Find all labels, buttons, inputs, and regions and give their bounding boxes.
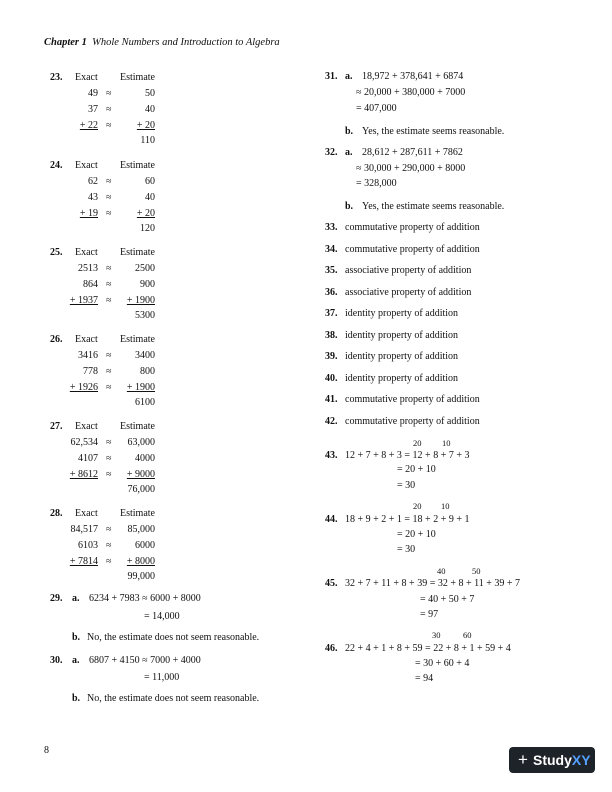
problem-number: 26. — [50, 334, 63, 345]
problem-number: 40. — [325, 372, 338, 384]
estimate-value: 2500 — [135, 263, 155, 274]
math-line: 28,612 + 287,611 + 7862 — [362, 147, 463, 158]
estimate-value: 3400 — [135, 350, 155, 361]
approx-symbol: ≈ — [106, 104, 112, 115]
part-label: b. — [72, 693, 81, 704]
estimate-value: 50 — [145, 88, 155, 99]
math-line: = 40 + 50 + 7 — [420, 594, 475, 605]
exact-value: + 7814 — [69, 556, 98, 567]
problem-number: 37. — [325, 308, 338, 319]
math-line: ≈ 20,000 + 380,000 + 7000 — [356, 87, 466, 98]
exact-value: 6103 — [78, 540, 98, 551]
math-line: = 407,000 — [356, 103, 397, 114]
exact-header: Exact — [75, 334, 98, 345]
problem-number: 27. — [50, 421, 63, 432]
plus-icon: + — [518, 750, 528, 769]
exact-header: Exact — [75, 421, 98, 432]
approx-symbol: ≈ — [106, 176, 112, 187]
exact-value: 3416 — [78, 350, 98, 361]
page-number: 8 — [44, 745, 49, 756]
problem-number: 42. — [325, 415, 338, 427]
grouping-sum: 10 — [441, 501, 450, 511]
exact-value: 4107 — [78, 453, 98, 464]
part-label: a. — [345, 147, 353, 158]
math-line: = 20 + 10 — [397, 464, 436, 475]
exact-value: 864 — [83, 279, 98, 290]
exact-value: + 8612 — [69, 469, 98, 480]
math-line: = 11,000 — [144, 672, 180, 683]
grouping-sum: 20 — [413, 501, 422, 511]
problem-number: 25. — [50, 247, 63, 258]
problem-number: 31. — [325, 71, 338, 82]
estimate-total: 110 — [140, 135, 155, 146]
grouping-sum: 40 — [437, 566, 446, 576]
math-line: = 14,000 — [144, 611, 180, 622]
estimate-header: Estimate — [120, 72, 155, 83]
answer-text: Yes, the estimate seems reasonable. — [362, 201, 505, 212]
page-header — [44, 37, 280, 48]
math-line: 22 + 4 + 1 + 8 + 59 = 22 + 8 + 1 + 59 + 4 — [345, 643, 511, 654]
estimate-value: 63,000 — [127, 437, 155, 448]
grouping-sum: 10 — [442, 438, 451, 448]
math-line: = 20 + 10 — [397, 529, 436, 540]
answer-text: No, the estimate does not seem reasonable. — [87, 632, 260, 643]
problem-number: 41. — [325, 394, 338, 405]
approx-symbol: ≈ — [106, 120, 112, 131]
exact-header: Exact — [75, 508, 98, 519]
exact-value: + 1926 — [69, 382, 98, 393]
approx-symbol: ≈ — [106, 453, 112, 464]
math-line: 18,972 + 378,641 + 6874 — [362, 71, 464, 82]
exact-value: + 22 — [79, 120, 98, 131]
estimate-value: 4000 — [135, 453, 155, 464]
estimate-value: 6000 — [135, 540, 155, 551]
exact-header: Exact — [75, 247, 98, 258]
math-line: = 30 — [397, 544, 416, 555]
exact-value: 778 — [83, 366, 98, 377]
property-answer: commutative property of addition — [345, 394, 480, 405]
approx-symbol: ≈ — [106, 437, 112, 448]
math-line: = 328,000 — [356, 178, 397, 189]
problem-number: 35. — [325, 265, 338, 276]
estimate-value: + 20 — [136, 120, 155, 131]
approx-symbol: ≈ — [106, 295, 112, 306]
property-answer: identity property of addition — [345, 351, 459, 362]
approx-symbol: ≈ — [106, 208, 112, 219]
property-answer: commutative property of addition — [345, 222, 480, 233]
problem-number: 43. — [325, 450, 338, 461]
estimate-value: 60 — [145, 176, 155, 187]
exact-value: 43 — [88, 192, 98, 203]
grouping-sum: 60 — [463, 630, 472, 640]
estimate-header: Estimate — [120, 421, 155, 432]
exact-value: + 19 — [79, 208, 98, 219]
estimate-header: Estimate — [120, 334, 155, 345]
problem-number: 44. — [325, 514, 338, 525]
exact-value: 62 — [88, 176, 98, 187]
problem-number: 45. — [325, 578, 338, 589]
approx-symbol: ≈ — [106, 556, 112, 567]
estimate-value: + 1900 — [126, 382, 155, 393]
math-line: 18 + 9 + 2 + 1 = 18 + 2 + 9 + 1 — [345, 514, 470, 525]
brand-name: Study — [533, 752, 572, 768]
part-label: b. — [72, 632, 81, 643]
part-label: b. — [345, 201, 354, 212]
problem-number: 29. — [50, 593, 63, 604]
estimate-value: 900 — [140, 279, 155, 290]
approx-symbol: ≈ — [106, 469, 112, 480]
problem-number: 46. — [325, 643, 338, 654]
property-answer: commutative property of addition — [345, 243, 480, 255]
estimate-value: + 8000 — [126, 556, 155, 567]
property-answer: identity property of addition — [345, 329, 459, 341]
exact-value: 84,517 — [70, 524, 98, 535]
brand-suffix: XY — [571, 752, 591, 768]
approx-symbol: ≈ — [106, 88, 112, 99]
problem-number: 32. — [325, 147, 338, 158]
math-line: 6807 + 4150 ≈ 7000 + 4000 — [89, 655, 201, 666]
approx-symbol: ≈ — [106, 524, 112, 535]
estimate-value: 800 — [140, 366, 155, 377]
answer-text: No, the estimate does not seem reasonable. — [87, 693, 260, 704]
part-label: a. — [72, 593, 80, 604]
estimate-header: Estimate — [120, 247, 155, 258]
approx-symbol: ≈ — [106, 263, 112, 274]
grouping-sum: 50 — [472, 566, 481, 576]
problem-number: 24. — [50, 160, 63, 171]
approx-symbol: ≈ — [106, 382, 112, 393]
problem-number: 30. — [50, 655, 63, 666]
problem-number: 38. — [325, 329, 338, 341]
problem-number: 36. — [325, 286, 338, 298]
estimate-value: + 1900 — [126, 295, 155, 306]
problem-number: 34. — [325, 243, 338, 255]
problem-number: 28. — [50, 508, 63, 519]
estimate-total: 120 — [140, 223, 155, 234]
estimate-total: 76,000 — [127, 484, 155, 495]
estimate-value: + 20 — [136, 208, 155, 219]
exact-value: 37 — [88, 104, 98, 115]
property-answer: associative property of addition — [345, 265, 472, 276]
approx-symbol: ≈ — [106, 350, 112, 361]
grouping-sum: 20 — [413, 438, 422, 448]
exact-value: + 1937 — [69, 295, 98, 306]
answer-text: Yes, the estimate seems reasonable. — [362, 126, 505, 137]
approx-symbol: ≈ — [106, 540, 112, 551]
estimate-value: 85,000 — [127, 524, 155, 535]
chapter-label: Chapter 1 — [44, 37, 87, 48]
part-label: a. — [345, 71, 353, 82]
estimate-header: Estimate — [120, 508, 155, 519]
exact-header: Exact — [75, 160, 98, 171]
estimate-value: 40 — [145, 192, 155, 203]
exact-value: 62,534 — [70, 437, 98, 448]
chapter-title: Whole Numbers and Introduction to Algebra — [92, 37, 280, 48]
math-line: 32 + 7 + 11 + 8 + 39 = 32 + 8 + 11 + 39 + 7 — [345, 578, 521, 589]
estimate-total: 5300 — [135, 310, 155, 321]
problem-number: 39. — [325, 351, 338, 362]
estimate-value: 40 — [145, 104, 155, 115]
math-line: = 30 + 60 + 4 — [415, 658, 470, 669]
part-label: a. — [72, 655, 80, 666]
math-line: 12 + 7 + 8 + 3 = 12 + 8 + 7 + 3 — [345, 450, 470, 461]
approx-symbol: ≈ — [106, 279, 112, 290]
approx-symbol: ≈ — [106, 192, 112, 203]
exact-header: Exact — [75, 72, 98, 83]
problem-number: 33. — [325, 222, 338, 233]
problem-number: 23. — [50, 72, 63, 83]
math-line: = 94 — [415, 673, 434, 684]
studyxy-badge[interactable] — [509, 747, 595, 773]
estimate-value: + 9000 — [126, 469, 155, 480]
exact-value: 2513 — [78, 263, 98, 274]
part-label: b. — [345, 126, 354, 137]
math-line: ≈ 30,000 + 290,000 + 8000 — [356, 163, 466, 174]
property-answer: associative property of addition — [345, 286, 472, 298]
math-line: = 97 — [420, 609, 439, 620]
estimate-header: Estimate — [120, 160, 155, 171]
exact-value: 49 — [88, 88, 98, 99]
property-answer: commutative property of addition — [345, 415, 480, 427]
grouping-sum: 30 — [432, 630, 441, 640]
math-line: 6234 + 7983 ≈ 6000 + 8000 — [89, 593, 201, 604]
property-answer: identity property of addition — [345, 308, 459, 319]
property-answer: identity property of addition — [345, 372, 459, 384]
approx-symbol: ≈ — [106, 366, 112, 377]
estimate-total: 6100 — [135, 397, 155, 408]
math-line: = 30 — [397, 480, 416, 491]
estimate-total: 99,000 — [127, 571, 155, 582]
